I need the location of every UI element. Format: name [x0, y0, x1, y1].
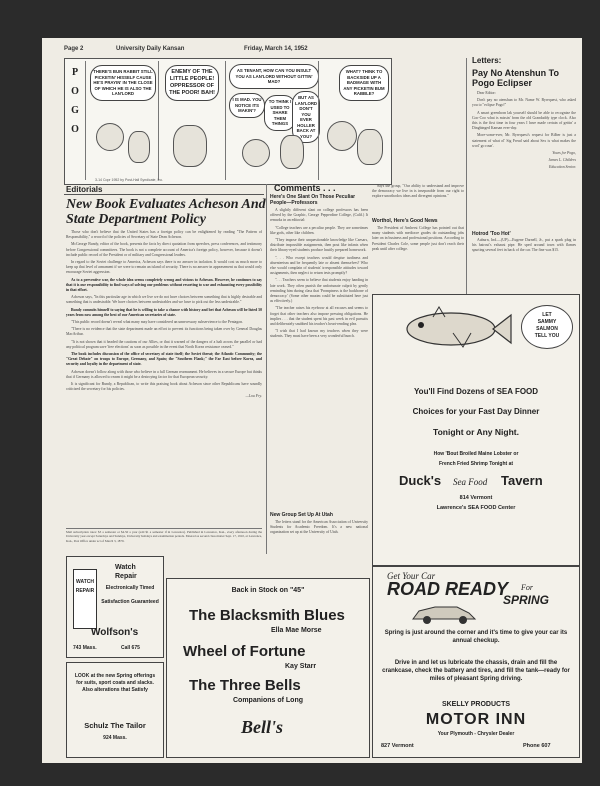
- paragraph: A smart greenhorn lak yourself should be able to recognize the Coo-Coo what is missin' from the old Grandaddy type clock. Also this is the first time in four years I have made certain of gettin' a Dingbinged Kansan ever-day.: [472, 110, 576, 131]
- paragraph: As to a preventive war, the whole idea seems completely wrong and vicious to Acheson. However, he continues to say that it is our responsibility to find ways of solving our problems without resorting to war and exhausting every possibility in that effort.: [66, 277, 262, 293]
- ad-line: You'll Find Dozens of SEA FOOD: [413, 387, 539, 396]
- paragraph: Auburn, Ind.—(UP)—Eugene Darnell, Jr., put a spark plug in his haircut's exhaust pipe. He sped around town with flames spurting several feet in back of the car. The fine was $15.: [472, 238, 576, 253]
- rabbit-character: [357, 129, 383, 165]
- group-body: [270, 520, 368, 554]
- group-headline: New Group Set Up At Utah: [270, 512, 333, 518]
- page-header: [64, 46, 389, 56]
- ad-line: French Fried Shrimp Tonight at: [438, 461, 514, 467]
- paragraph: More-some-ever, Mr. Byrequest's request for Bilber is just a statement of what ol' Sig Freud said about Sex is what makes the worl' go roun'.: [472, 133, 576, 148]
- dealer-address: 827 Vermont: [381, 743, 414, 749]
- speech-balloon: [521, 305, 573, 349]
- paragraph: Don't pay no atenshun to Mr. Name W. Byrequest, who asked you to "eclipse Pogo!": [472, 98, 576, 108]
- paper-name: University Daily Kansan: [116, 46, 185, 52]
- dealer-subtitle: Your Plymouth - Chrysler Dealer: [437, 731, 515, 737]
- tavern-address: 814 Vermont: [459, 495, 493, 501]
- motor-inn-ad: [372, 566, 580, 758]
- ad-line: Satisfaction Guaranteed: [101, 599, 159, 605]
- dealer-phone: Phone 607: [523, 743, 551, 749]
- pogo-character: [327, 121, 357, 151]
- paragraph: Says the group, "Our ability to understand and improve the democracy we live in is inseparable from our right to explore unorthodox ideas and divergent opinions.": [372, 184, 464, 199]
- paragraph: McGeorge Bundy, editor of the book, presents the facts by direct quotation from speeches, press conferences, and testimony before Congressional committees. The book is not a complete account of America's foreign policy, however, because it doesn't include public record of the President or of military and Congressional leaders.: [66, 242, 262, 257]
- speech-balloon: ENEMY OF THE LITTLE PEOPLE! OPPRESSOR OF THE POOR! BAH!: [165, 65, 219, 101]
- record-artist: Ella Mae Morse: [271, 627, 322, 634]
- comments-body: [270, 208, 368, 508]
- comments-subhead: Here's One Slant On Those Peculiar People—Professors: [270, 194, 356, 206]
- letter-signer-title: Education Senior.: [549, 165, 576, 170]
- issue-date: Friday, March 14, 1952: [244, 46, 308, 52]
- comic-panel-3: [225, 61, 318, 180]
- store-name: Schulz The Tailor: [84, 721, 146, 730]
- paragraph: The book includes discussion of the office of secretary of state itself; the Soviet threat; the Atlantic Community; the "Great Debate" on troops to Europe, Germany, and Spain; the "Southern Flank;" the Far East before Korea, and security and loyalty in the department of state.: [66, 352, 262, 367]
- record-artist: Companions of Long: [233, 697, 303, 704]
- paragraph: "The teacher raises his eyebrow at all excuses and seems to forget that other teachers also impose pressing obligations. He implies . . . that the student spent his past week in evil pursuits and deliberately snubbed his teacher's heart-rending plea.: [270, 306, 368, 327]
- tavern-name-end: Tavern: [501, 473, 543, 488]
- pogo-character: [96, 123, 124, 151]
- comic-title-letter: O: [71, 86, 79, 97]
- comic-title: [67, 63, 83, 139]
- pogo-character: [242, 139, 270, 167]
- record-title: The Blacksmith Blues: [189, 607, 345, 624]
- speech-balloon: AS TENANT, HOW CAN YOU INSULT YOU AS LAN'LORD WITHOUT GITTIN' MAD?: [229, 64, 319, 89]
- ad-big-heading: ROAD READY: [387, 579, 509, 599]
- letter-salutation: Dear Editor:: [477, 91, 496, 95]
- store-address: 924 Mass.: [103, 735, 127, 741]
- ad-paragraph: Spring is just around the corner and it's time to give your car its annual checkup.: [384, 630, 568, 644]
- mailing-notice: Mail subscription rates: $3 a semester or $4.50 a year (add $1 a semester if in Lawrence). Published in Lawrence, Kan., every afternoon during the University year except Saturdays and Sundays, University holidays and examination periods. Entered as second class matter Sept. 17, 1910, at Lawrence, Kan., Post Office under act of March 3, 1879.: [66, 528, 262, 552]
- record-artist: Kay Starr: [285, 663, 317, 670]
- newspaper-page: [42, 38, 582, 763]
- editorial-headline: New Book Evaluates Acheson And State Department Policy: [66, 197, 266, 227]
- bubble-line: TELL YOU: [534, 333, 560, 339]
- paragraph: Bundy commits himself to saying that he is willing to take a chance with history and bet that Acheson will be listed 50 years from now among the best of our American secretaries of state.: [66, 307, 262, 317]
- ad-paragraph: Drive in and let us lubricate the chassis, drain and fill the crankcase, check the battery and tires, and fill the tank—ready for miles of pleasant Spring driving.: [382, 660, 570, 682]
- ad-paragraph: LOOK at the new Spring offerings for suits, sport coats and slacks. Also alterations that Satisfy: [74, 673, 156, 693]
- comic-panel-1: [85, 61, 158, 180]
- salmon-illustration: [393, 303, 513, 355]
- column-rule: [466, 58, 467, 298]
- divider: [64, 194, 264, 195]
- comic-panel-2: [158, 61, 225, 180]
- paragraph: "College teachers are a peculiar people. They are sometimes like gods, other like children.: [270, 225, 368, 235]
- paragraph: ". . . Who except teachers would despise tardiness and absenteeism and be frequently late or absent themselves? Who else would complain of students' irresponsible attitudes toward assignments, then neglect to return tests promptly?: [270, 255, 368, 276]
- paragraph: ". . . Teachers seem to believe that students enjoy handing in late work. They often punish the unfortunate culprit by gently reminding him during class that 'Promptness is the backbone of democracy.' (Some other maxim could be substituted here just as effectively.): [270, 278, 368, 304]
- store-name: Wolfson's: [91, 627, 139, 638]
- worthol-body: [372, 226, 464, 288]
- speech-balloon: TO THINK I USED TO SHARE THEM THINGS: [264, 95, 296, 131]
- bubble-line: SAMMY: [537, 319, 557, 325]
- wolfson-ad: [66, 556, 164, 658]
- pogo-comic-strip: [64, 58, 392, 185]
- bells-records-ad: [166, 578, 370, 758]
- dealer-name: MOTOR INN: [425, 711, 527, 728]
- paragraph: In regard to the Soviet challenge to America, Acheson says there is no answer in isolation. It would cost us much more to keep up that level of armament if we were to remain an island of security. There is no answer in appeasement as that would only encourage Soviet aggression.: [66, 260, 262, 275]
- ad-line: How 'Bout Broiled Maine Lobster or: [433, 451, 519, 457]
- paragraph: Acheson doesn't follow along with those who believe in a full German rearmament. He believes in a secure Europe but thinks that if Germany is allowed to rearm it might be a destroying factor for that European security.: [66, 369, 262, 379]
- group-body-continued: [372, 184, 464, 214]
- hotrod-headline: Hotrod 'Too Hot': [472, 231, 511, 237]
- tavern-tagline: Lawrence's SEA FOOD Center: [436, 505, 516, 511]
- ad-line: Tonight or Any Night.: [433, 427, 519, 437]
- sign-text: WATCH REPAIR: [75, 579, 95, 594]
- letters-headline: Pay No Atenshun To Pogo Eclipser: [472, 68, 560, 88]
- comic-title-letter: G: [71, 105, 79, 116]
- worthol-headline: Worthol, Here's Good News: [372, 218, 438, 224]
- rabbit-character: [173, 125, 207, 167]
- paragraph: Acheson says, "In this particular age in which we live we do not have choices between something that is highly desirable and something that is undesirable. We have choices between undesirables and we have to pick out the less undesirable.": [66, 295, 262, 305]
- editorials-label: Editorials: [66, 185, 103, 194]
- paragraph: The letters stand for the American Association of University Students for Academic Freedom. It's a new national organization set up at the University of Utah.: [270, 520, 368, 535]
- ad-line: Choices for your Fast Day Dinner: [412, 407, 540, 416]
- letters-body: [472, 91, 576, 229]
- comic-title-letter: O: [71, 124, 79, 135]
- page-number: Page 2: [64, 46, 84, 52]
- paragraph: "There is no evidence that the state department made an effort to prevent its functions being taken over by General Douglas MacArthur.: [66, 327, 262, 337]
- store-phone: Call 675: [121, 645, 140, 651]
- ad-intro: Back in Stock on "45": [231, 587, 305, 594]
- paragraph: "This public record doesn't reveal what many may have considered an unnecessary subservience to the Pentagon.: [71, 320, 243, 325]
- speech-balloon: I IS MAD. YOU NOTICE ITS MAKIN'?: [229, 93, 265, 118]
- paragraph: "It is not shown that it headed the cautions of our Allies, or that it warned of the dangers of a halt across the parallel or had any political program save 'free elections' as soon as possible in the event that North Korea resistance ceased.": [66, 339, 262, 349]
- ad-script: Get Your Car: [387, 571, 436, 581]
- comic-title-letter: P: [71, 67, 79, 78]
- paragraph: "They impose their unquestionable knowledge like Caesars, distribute impossible assignments, then pout like infants when their library-eyed students produce hastily prepared homework.: [270, 238, 368, 253]
- speech-balloon: THERE'S BUN RABBIT STILL PICKETIN' HISSELF CAUSE HE'S PRAYIN' IN THE CLOSE OF WHICH HE IS ALSO THE LAN'LORD: [90, 65, 156, 101]
- letter-closing: Yours for Pogo,: [552, 151, 576, 156]
- paragraph: Those who don't believe that the United States has a foreign policy can be enlightened by reading "The Pattern of Responsibility," a record of the policies of Secretary of State Dean Acheson.: [66, 230, 262, 240]
- comic-credit: 3-14 Copr 1952 by Post-Hall Syndicate, Inc.: [95, 178, 164, 182]
- ad-for: For: [521, 583, 533, 592]
- bubble-line: LET: [542, 312, 552, 318]
- editorial-signature: —Lou Fry.: [245, 394, 262, 399]
- letter-signer: James L. Childers: [548, 158, 576, 163]
- ad-line: Electronically Timed: [105, 585, 155, 591]
- watch-repair-sign: [73, 569, 97, 629]
- ducks-tavern-ad: [372, 294, 580, 566]
- car-illustration: [409, 603, 479, 625]
- tavern-name: Duck's: [399, 473, 442, 488]
- editorial-body: [66, 230, 262, 526]
- paragraph: "I wish that I had known my teachers when they were students. They must have been a very wonderful bunch.: [270, 329, 368, 339]
- speech-balloon: WHAT? THINK TO BACKSIDE UP A BADMAGE WITH ANY PICKETIN BUM RABBLE?: [339, 65, 389, 101]
- rabbit-character: [128, 131, 150, 163]
- bubble-line: SALMON: [536, 326, 558, 332]
- paragraph: It is significant for Bundy, a Republican, to write this praising book about Acheson since other Republicans have soundly criticized the secretary for his policies.: [66, 382, 262, 392]
- comic-panel-4: [318, 61, 390, 180]
- paragraph: The President of Amherst College has pointed out that many students with mediocre grades do outstanding jobs later on in business and professional positions. According to President Charles Cole, some people just don't reach their peak until after college.: [372, 226, 464, 251]
- ad-title: Watch Repair: [115, 564, 137, 580]
- ad-company: SKELLY PRODUCTS: [441, 701, 511, 708]
- record-title: The Three Bells: [189, 677, 301, 694]
- ad-spring: SPRING: [503, 593, 550, 607]
- paragraph: A slightly different slant on college professors has been offered by the Graphic, George Pepperdine College, (Calif.) It remarks in an editorial:: [270, 208, 368, 223]
- record-title: Wheel of Fortune: [183, 643, 306, 660]
- column-rule: [266, 184, 267, 554]
- letters-label: Letters:: [472, 56, 502, 65]
- comments-title: Comments . . .: [274, 183, 336, 193]
- tavern-name-script: Sea Food: [453, 477, 488, 487]
- tailor-ad: [66, 662, 164, 758]
- hotrod-body: [472, 238, 576, 294]
- rabbit-character: [280, 135, 304, 169]
- store-logo: Bell's: [241, 717, 284, 737]
- store-address: 743 Mass.: [73, 645, 97, 651]
- speech-balloon: BUT AS LAN'LORD DON'T YOU EVER HOLLER BACK AT YOU?: [292, 91, 320, 143]
